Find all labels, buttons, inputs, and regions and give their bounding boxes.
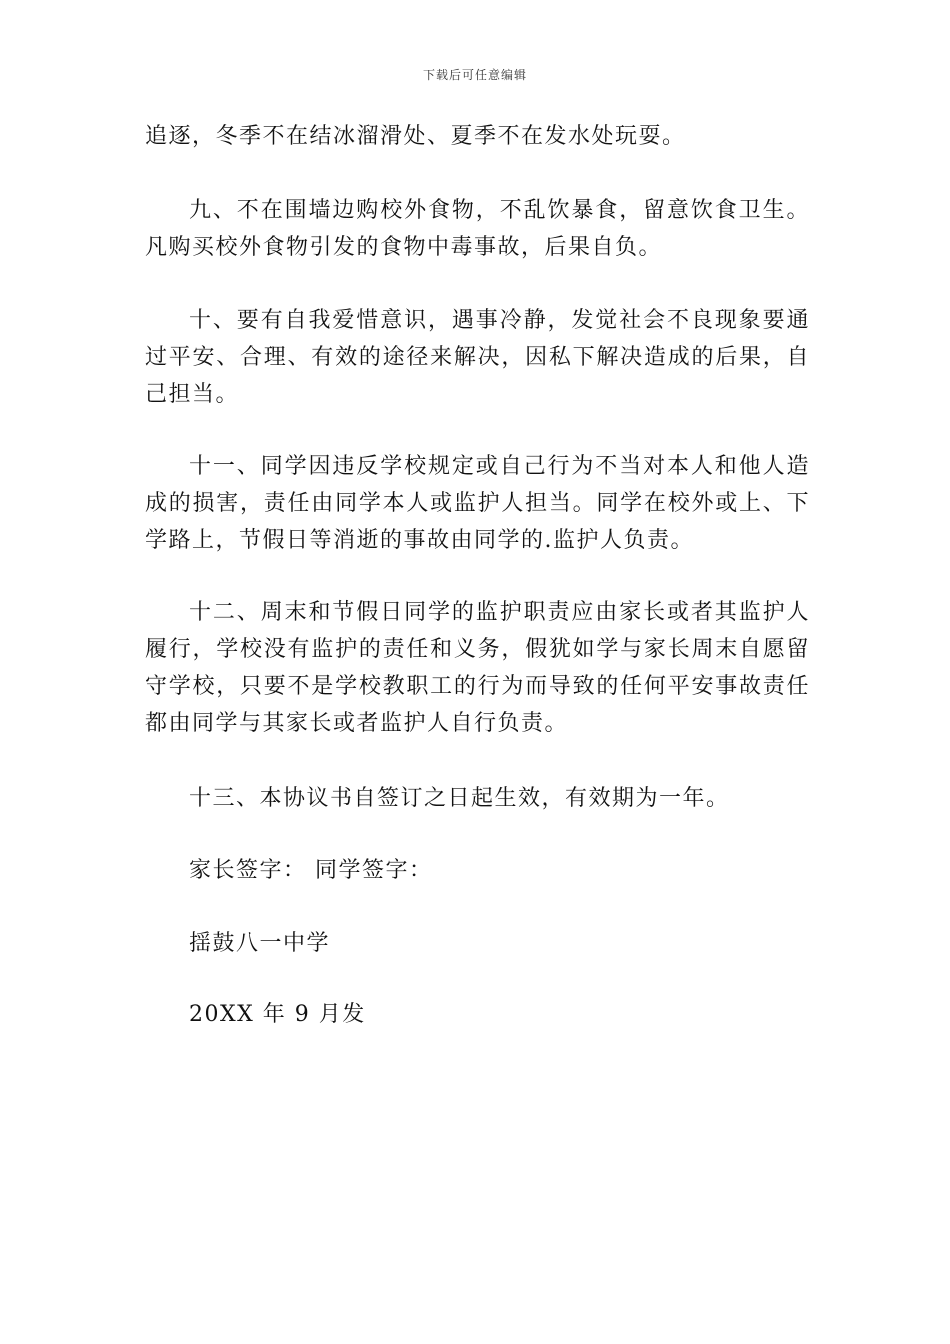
paragraph-item-13: 十三、本协议书自签订之日起生效，有效期为一年。 [189,786,730,811]
signature-line: 家长签字： 同学签字： [189,858,433,883]
paragraph-item-11: 十一、同学因违反学校规定或自己行为不当对本人和他人造成的损害，责任由同学本人或监护人担当。同学在校外或上、下学路上，节假日等消逝的事故由同学的.监护人负责。 [145,454,810,553]
paragraph-continuation: 追逐，冬季不在结冰溜滑处、夏季不在发水处玩耍。 [145,124,686,149]
paragraph-item-12: 十二、周末和节假日同学的监护职责应由家长或者其监护人履行，学校没有监护的责任和义务，假犹如学与家长周末自愿留守学校，只要不是学校教职工的行为而导致的任何平安事故责任都由同学与其家长或者监护人自行负责。 [145,600,810,736]
school-name: 揺鼓八一中学 [189,931,331,956]
page-header-note: 下载后可任意编辑 [422,68,527,82]
issue-date: 20XX 年 9 月发 [189,1002,366,1027]
paragraph-item-9: 九、不在围墙边购校外食物，不乱饮暴食，留意饮食卫生。凡购买校外食物引发的食物中毒事故，后果自负。 [145,198,810,260]
paragraph-item-10: 十、要有自我爱惜意识，遇事冷静，发觉社会不良现象要通过平安、合理、有效的途径来解决，因私下解决造成的后果，自己担当。 [145,308,810,407]
